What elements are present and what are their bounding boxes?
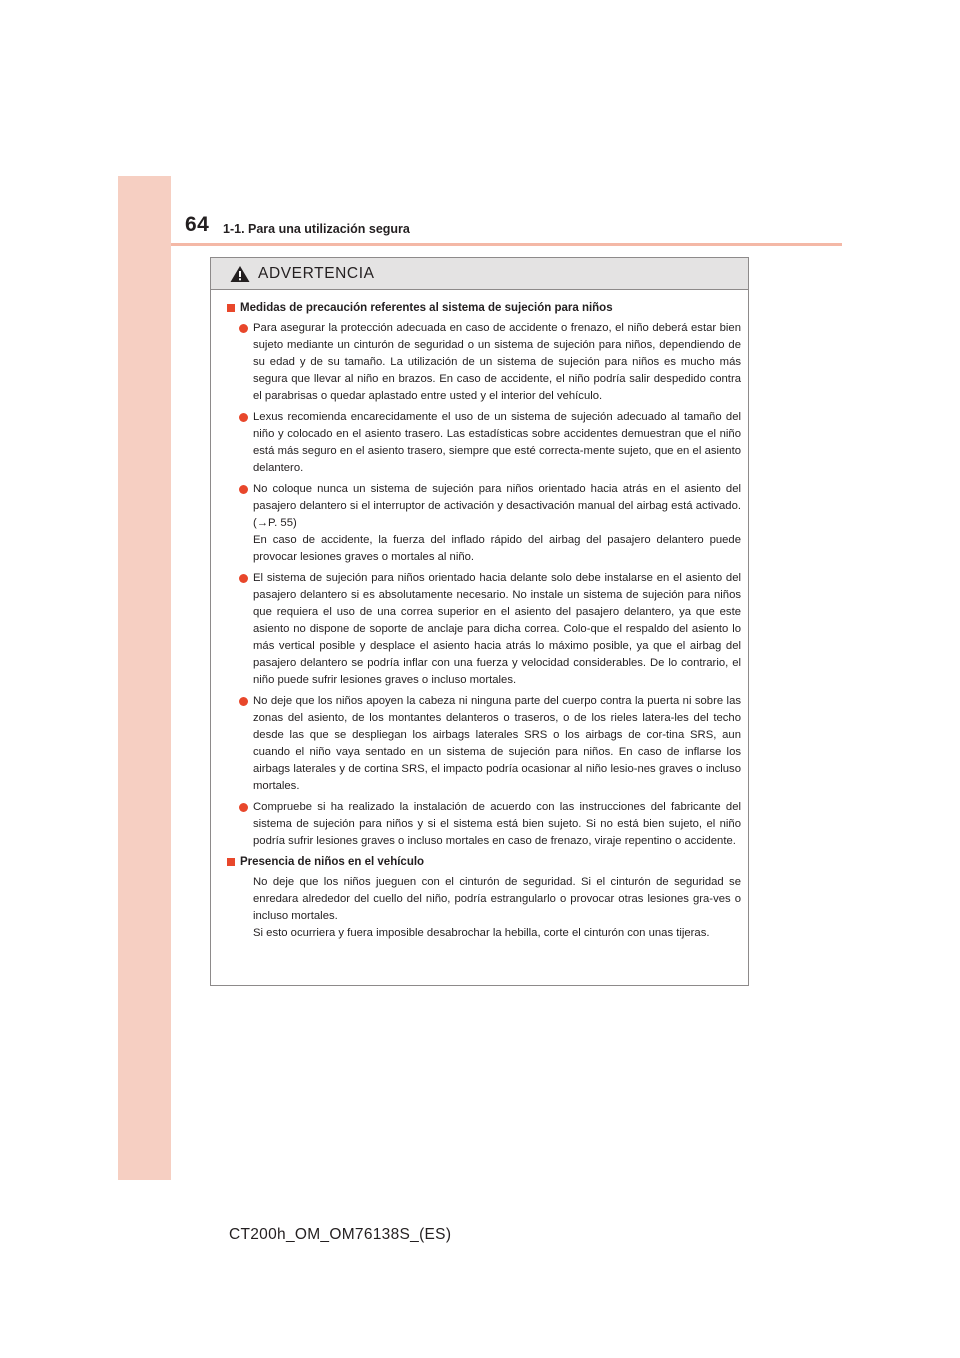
- circle-bullet-icon: [239, 413, 248, 422]
- bullet-text: Para asegurar la protección adecuada en caso de accidente o frenazo, el niño deberá estar bien sujeto mediante un cinturón de seguridad o un sistema de sujeción para niños, dependiendo de su edad y de su tamaño. La utilización de un sistema de sujeción para niños es mucho más segura que llevar al niño en brazos. En caso de accidente, el niño podría salir despedido contra el parabrisas o quedar aplastado entre usted y el interior del vehículo.: [253, 322, 741, 402]
- circle-bullet-icon: [239, 485, 248, 494]
- section-child-restraint-precautions: [227, 300, 741, 850]
- square-bullet-icon: [227, 858, 235, 866]
- circle-bullet-icon: [239, 697, 248, 706]
- bullet-text: No deje que los niños apoyen la cabeza ni ninguna parte del cuerpo contra la puerta ni sobre las zonas del asiento, de los montantes delanteros o traseros, o de los rieles latera-les del techo desde las que se despliegan los airbags laterales SRS o los airbags de cor-tina SRS, aun cuando el niño vaya sentado en un sistema de sujeción para niños. En caso de inflarse los airbags laterales y de cortina SRS, el impacto podría ocasionar al niño lesio-nes graves o incluso mortales.: [253, 695, 741, 792]
- document-code: CT200h_OM_OM76138S_(ES): [229, 1226, 452, 1243]
- warning-title: ADVERTENCIA: [258, 264, 375, 282]
- header-rule: [171, 243, 842, 246]
- section-heading: [227, 854, 741, 871]
- section-heading-text: Presencia de niños en el vehículo: [240, 856, 425, 868]
- warning-box: [210, 257, 749, 986]
- warning-body: [211, 290, 748, 942]
- square-bullet-icon: [227, 304, 235, 312]
- section-title: 1-1. Para una utilización segura: [223, 222, 410, 236]
- bullet-item: [239, 570, 741, 689]
- side-color-band: [118, 176, 171, 1180]
- bullet-text: Lexus recomienda encarecidamente el uso de un sistema de sujeción adecuado al tamaño del niño y colocado en el asiento trasero. Las estadísticas sobre accidentes demuestran que el niño está más seguro en el asiento trasero, siempre que esté correcta-mente sujeto, que en el asiento delantero.: [253, 411, 741, 474]
- warning-header: [211, 258, 748, 290]
- bullet-text: El sistema de sujeción para niños orientado hacia delante solo debe instalarse en el asiento del pasajero delantero si es absolutamente necesario. No instale un sistema de sujeción para niños que requiera el uso de una correa superior en el asiento del pasajero delantero, ya que este asiento no dispone de soporte de anclaje para dicha correa. Colo-que el respaldo del asiento lo más vertical posible y desplace el asiento hacia atrás lo máximo posible, ya que el airbag del pasajero delantero se podría inflar con una fuerza y velocidad considerables. De lo contrario, el niño puede sufrir lesiones graves o incluso mortales.: [253, 572, 741, 686]
- circle-bullet-icon: [239, 324, 248, 333]
- page-number: 64: [185, 213, 210, 236]
- section-heading: [227, 300, 741, 317]
- bullet-item: [239, 409, 741, 477]
- section-children-in-vehicle: [227, 854, 741, 942]
- warning-triangle-icon: [230, 265, 250, 283]
- circle-bullet-icon: [239, 574, 248, 583]
- circle-bullet-icon: [239, 803, 248, 812]
- bullet-text: No coloque nunca un sistema de sujeción para niños orientado hacia atrás en el asiento del pasajero delantero si el interruptor de activación y desactivación manual del airbag está activado. (→P. 55) En caso de accidente, la fuerza del inflado rápido del airbag del pasajero delantero puede provocar lesiones graves o mortales al niño.: [253, 483, 741, 563]
- bullet-item: [239, 320, 741, 405]
- bullet-item: [239, 693, 741, 795]
- bullet-item: [239, 481, 741, 566]
- bullet-text: Compruebe si ha realizado la instalación de acuerdo con las instrucciones del fabricante del sistema de sujeción para niños y si el sistema está bien sujeto. Si no está bien sujeto, el niño podría sufrir lesiones graves o incluso mortales en caso de frenazo, viraje repentino o accidente.: [253, 801, 741, 847]
- section-paragraph: No deje que los niños jueguen con el cinturón de seguridad. Si el cinturón de seguridad se enredara alrededor del cuello del niño, podría estrangularlo o provocar otras lesiones gra-ves o incluso mortales. Si esto ocurriera y fuera imposible desabrochar la hebilla, corte el cinturón con unas tijeras.: [253, 876, 741, 939]
- section-heading-text: Medidas de precaución referentes al sistema de sujeción para niños: [240, 302, 613, 314]
- bullet-item: [239, 799, 741, 850]
